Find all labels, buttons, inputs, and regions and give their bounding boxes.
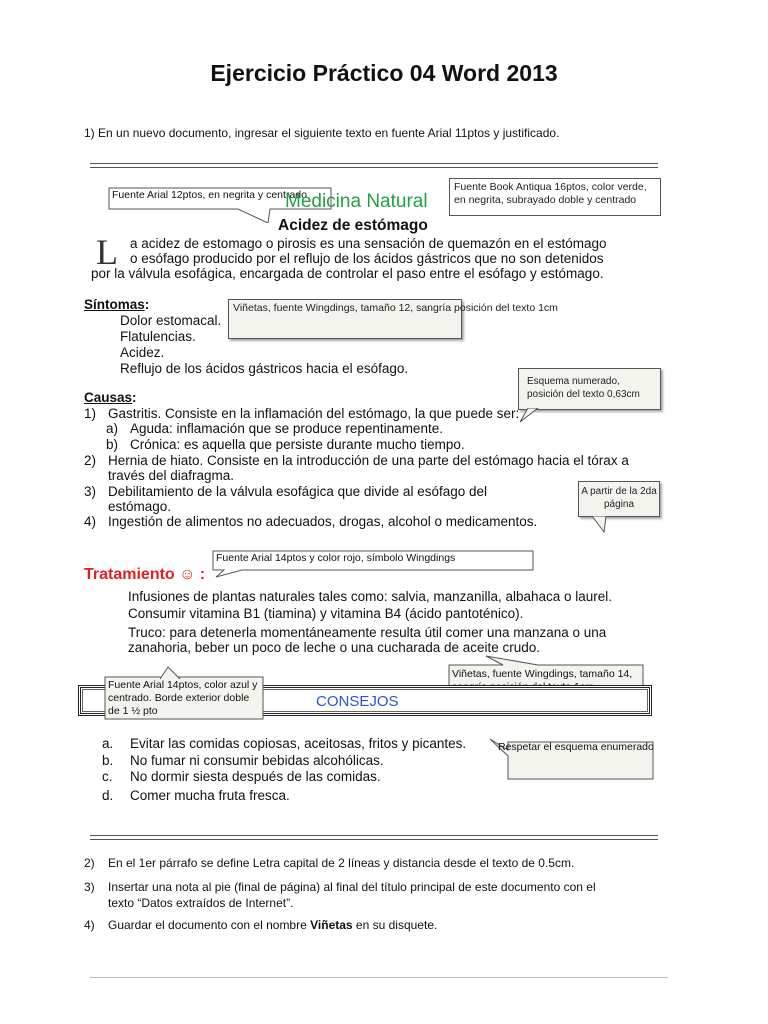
- causas-num: a): [106, 421, 119, 436]
- consejos-item: [102, 788, 290, 804]
- consejos-num: c.: [102, 769, 113, 784]
- callout-vinetas-12: [228, 299, 558, 339]
- consejos-num: a.: [102, 736, 114, 751]
- callout-segunda-pagina-text: A partir de la 2da página: [581, 486, 657, 510]
- sintomas-heading: [84, 297, 149, 313]
- causas-text: través del diafragma.: [108, 468, 235, 483]
- footer-line: [90, 977, 668, 978]
- consejos-text: Comer mucha fruta fresca.: [130, 788, 290, 803]
- consejos-text: No fumar ni consumir bebidas alcohólicas.: [130, 753, 384, 768]
- tratamiento-line: [84, 589, 613, 605]
- callout-segunda-pagina: [578, 481, 660, 517]
- instruction-num: 4): [84, 918, 95, 932]
- tratamiento-heading: Tratamiento ☺ :: [84, 566, 206, 583]
- causas-text: estómago.: [108, 499, 172, 514]
- causas-line: [106, 437, 465, 453]
- sintomas-item: [84, 313, 222, 329]
- causas-text: Gastritis. Consiste en la inflamación del estómago, la que puede ser:: [108, 406, 520, 421]
- callout-respetar: [488, 736, 654, 780]
- causas-line: [84, 484, 487, 500]
- tratamiento-line: [84, 606, 524, 622]
- causas-num: b): [106, 437, 119, 452]
- tratamiento-text: Consumir vitamina B1 (tiamina) y vitamina B4 (ácido pantoténico).: [128, 606, 524, 621]
- sintomas-colon: :: [144, 297, 150, 312]
- top-divider: [90, 163, 658, 168]
- sintomas-item-text: Acidez.: [120, 345, 165, 360]
- causas-line: [84, 453, 629, 469]
- heading-acidez: Acidez de estómago: [278, 217, 428, 234]
- intro-line-2: o esófago producido por el reflujo de los ácidos gástricos que no son detenidos: [130, 251, 604, 266]
- causas-colon: :: [132, 390, 137, 405]
- instruction-bold: Viñetas: [310, 918, 353, 932]
- bottom-divider: [90, 835, 658, 840]
- instruction-3: [84, 880, 596, 895]
- callout-esquema-pointer: [520, 408, 540, 424]
- sintomas-heading-text: Síntomas: [84, 297, 145, 312]
- tratamiento-text: Truco: para detenerla momentáneamente resulta útil comer una manzana o una: [128, 625, 607, 640]
- consejos-item: [102, 753, 384, 769]
- sintomas-item: [84, 345, 165, 361]
- sintomas-item: [84, 329, 196, 345]
- callout-tratamiento: [212, 550, 534, 578]
- callout-tratamiento-text: Fuente Arial 14ptos y color rojo, símbolo Wingdings: [216, 552, 456, 564]
- consejos-text: No dormir siesta después de las comidas.: [130, 769, 381, 784]
- causas-num: 3): [84, 484, 97, 499]
- instruction-3-cont: texto “Datos extraídos de Internet”.: [108, 896, 294, 910]
- intro-line-1: a acidez de estomago o pirosis es una sensación de quemazón en el estómago: [130, 236, 607, 251]
- consejos-text: Evitar las comidas copiosas, aceitosas, fritos y picantes.: [130, 736, 467, 751]
- causas-text: Ingestión de alimentos no adecuados, drogas, alcohol o medicamentos.: [108, 514, 538, 529]
- instruction-text: En el 1er párrafo se define Letra capital de 2 líneas y distancia desde el texto de 0.5cm.: [108, 856, 575, 870]
- consejos-item: [102, 769, 381, 785]
- tratamiento-text: Infusiones de plantas naturales tales como: salvia, manzanilla, albahaca o laurel.: [128, 589, 613, 604]
- instruction-1: 1) En un nuevo documento, ingresar el siguiente texto en fuente Arial 11ptos y justificado.: [84, 126, 560, 140]
- callout-book-antiqua: Fuente Book Antiqua 16ptos, color verde, en negrita, subrayado doble y centrado: [449, 178, 661, 216]
- instruction-4: [84, 918, 438, 933]
- callout-borde: [104, 676, 264, 720]
- callout-respetar-text: Respetar el esquema enumerado: [498, 741, 654, 753]
- causas-line: [106, 421, 443, 437]
- causas-line: [84, 514, 538, 530]
- drop-cap: L: [96, 232, 118, 272]
- tratamiento-line: [128, 640, 540, 656]
- instruction-text: Guardar el documento con el nombre: [108, 918, 311, 932]
- causas-line: [84, 406, 520, 422]
- causas-text: Debilitamiento de la válvula esofágica que divide al esófago del: [108, 484, 487, 499]
- callout-segunda-pagina-pointer: [590, 516, 610, 534]
- causas-text: Hernia de hiato. Consiste en la introducción de una parte del estómago hacia el tórax a: [108, 453, 629, 468]
- causas-text: Aguda: inflamación que se produce repentinamente.: [130, 421, 443, 436]
- heading-medicina-natural: Medicina Natural: [285, 191, 428, 212]
- consejos-title: CONSEJOS: [316, 693, 399, 710]
- instruction-text: Insertar una nota al pie (final de página) al final del título principal de este documento con el: [108, 880, 596, 894]
- sintomas-item-text: Flatulencias.: [120, 329, 196, 344]
- causas-heading-text: Causas: [84, 390, 133, 405]
- callout-borde-pointer: [160, 666, 200, 680]
- sintomas-item: [84, 361, 409, 377]
- callout-vinetas-12-text: Viñetas, fuente Wingdings, tamaño 12, sangría posición del texto 1cm: [233, 302, 558, 314]
- callout-vinetas-14-text: Viñetas, fuente Wingdings, tamaño 14,: [452, 668, 633, 680]
- causas-num: 4): [84, 514, 97, 529]
- callout-arial12-text: Fuente Arial 12ptos, en negrita y centrado: [112, 189, 307, 201]
- instruction-num: 2): [84, 856, 95, 870]
- causas-text: Crónica: es aquella que persiste durante mucho tiempo.: [130, 437, 465, 452]
- tratamiento-line: [84, 625, 607, 641]
- page-title: Ejercicio Práctico 04 Word 2013: [210, 60, 558, 86]
- consejos-num: d.: [102, 788, 114, 803]
- intro-line-3: por la válvula esofágica, encargada de controlar el paso entre el esófago y estómago.: [91, 266, 604, 281]
- consejos-item: [102, 736, 467, 752]
- instruction-after: en su disquete.: [352, 918, 438, 932]
- consejos-num: b.: [102, 753, 114, 768]
- callout-esquema-text: Esquema numerado, posición del texto 0,63cm: [527, 376, 640, 400]
- causas-heading: [84, 390, 137, 406]
- sintomas-item-text: Reflujo de los ácidos gástricos hacia el esófago.: [120, 361, 409, 376]
- causas-num: 1): [84, 406, 97, 421]
- causas-num: 2): [84, 453, 97, 468]
- tratamiento-text: zanahoria, beber un poco de leche o una cucharada de aceite crudo.: [128, 640, 541, 655]
- callout-esquema: [518, 368, 661, 410]
- instruction-2: [84, 856, 575, 871]
- callout-borde-text: Fuente Arial 14ptos, color azul y centrado. Borde exterior doble de 1 ½ pto: [108, 679, 258, 717]
- sintomas-item-text: Dolor estomacal.: [120, 313, 222, 328]
- instruction-num: 3): [84, 880, 95, 894]
